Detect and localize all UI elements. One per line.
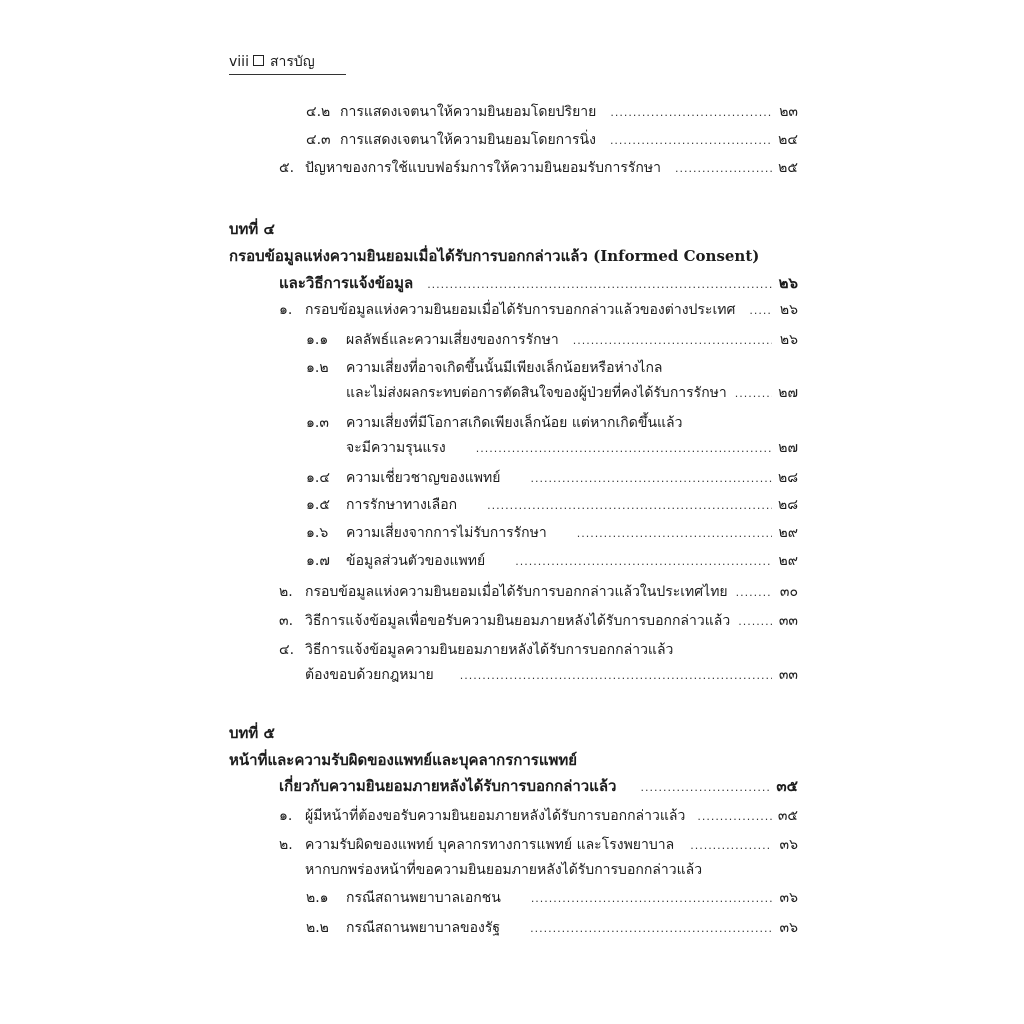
toc-entry[interactable] xyxy=(279,157,798,179)
entry-text-continued: ต้องขอบด้วยกฎหมาย xyxy=(305,667,434,683)
entry-number: ๑.๕ xyxy=(306,497,330,513)
toc-entry[interactable] xyxy=(279,272,798,294)
entry-number: ๑.๖ xyxy=(306,525,329,541)
entry-number: ๑.๓ xyxy=(306,415,329,431)
chapter-label: บทที่ ๕ xyxy=(229,724,275,742)
entry-number: ๑. xyxy=(279,808,293,824)
entry-page: ๒๖ xyxy=(779,332,798,348)
toc-entry-line1 xyxy=(306,412,798,434)
toc-entry[interactable] xyxy=(306,101,798,123)
leader-dots xyxy=(690,835,772,857)
entry-text: ข้อมูลส่วนตัวของแพทย์ xyxy=(346,553,486,569)
entry-number: ๔.๒ xyxy=(306,104,331,120)
entry-text: วิธีการแจ้งข้อมูลความยินยอมภายหลังได้รับการบอกกล่าวแล้ว xyxy=(305,642,674,658)
entry-number: ๒.๑ xyxy=(306,890,329,906)
entry-text: การแสดงเจตนาให้ความยินยอมโดยปริยาย xyxy=(340,104,597,120)
leader-dots xyxy=(460,665,772,687)
entry-number: ๔. xyxy=(279,642,295,658)
entry-page: ๓๕ xyxy=(776,777,798,795)
entry-page: ๒๙ xyxy=(778,553,798,569)
entry-number: ๑.๗ xyxy=(306,553,330,569)
chapter-title xyxy=(229,749,577,771)
entry-page: ๒๙ xyxy=(778,525,798,541)
entry-page: ๒๖ xyxy=(778,274,798,292)
entry-number: ๑.๒ xyxy=(306,360,329,376)
entry-page: ๒๕ xyxy=(778,160,798,176)
entry-text: การแสดงเจตนาให้ความยินยอมโดยการนิ่ง xyxy=(340,132,596,148)
toc-entry[interactable] xyxy=(279,610,798,632)
entry-page: ๓๕ xyxy=(777,808,798,824)
leader-dots xyxy=(531,888,772,910)
entry-text: ปัญหาของการใช้แบบฟอร์มการให้ความยินยอมรับการรักษา xyxy=(305,160,661,176)
toc-entry[interactable] xyxy=(306,129,798,151)
entry-text: กรณีสถานพยาบาลของรัฐ xyxy=(346,920,501,936)
chapter-title xyxy=(229,245,759,267)
leader-dots xyxy=(675,158,772,180)
toc-entry[interactable] xyxy=(306,887,798,909)
entry-page: ๓๖ xyxy=(779,837,798,853)
toc-entry[interactable] xyxy=(306,329,798,351)
toc-entry-line1 xyxy=(279,639,798,661)
leader-dots xyxy=(530,918,772,940)
leader-dots xyxy=(738,611,772,633)
toc-entry-line1 xyxy=(306,357,798,379)
entry-number: ๑. xyxy=(279,302,293,318)
entry-text: ความเชี่ยวชาญของแพทย์ xyxy=(346,470,501,486)
chapter-label: บทที่ ๔ xyxy=(229,220,275,238)
toc-entry[interactable] xyxy=(279,805,798,827)
leader-dots xyxy=(515,551,772,573)
entry-page: ๒๘ xyxy=(777,470,798,486)
toc-entry[interactable] xyxy=(306,522,798,544)
entry-text-continued: หากบกพร่องหน้าที่ขอความยินยอมภายหลังได้รับการบอกกล่าวแล้ว xyxy=(305,862,703,878)
header-title: สารบัญ xyxy=(269,54,315,70)
entry-text: ผลลัพธ์และความเสี่ยงของการรักษา xyxy=(346,332,559,348)
chapter-title-thai: หน้าที่และความรับผิดของแพทย์และบุคลากรการแพทย์ xyxy=(229,751,578,769)
toc-entry[interactable] xyxy=(279,775,798,797)
entry-page: ๓๐ xyxy=(779,584,798,600)
chapter-title-english: (Informed Consent) xyxy=(593,247,760,265)
chapter-title-line2: และวิธีการแจ้งข้อมูล xyxy=(279,274,414,292)
header-roman-page: viii xyxy=(229,54,249,70)
chapter-title-thai: กรอบข้อมูลแห่งความยินยอมเมื่อได้รับการบอกกล่าวแล้ว xyxy=(229,247,588,265)
toc-entry[interactable] xyxy=(305,664,798,686)
entry-page: ๒๗ xyxy=(778,440,798,456)
entry-page: ๒๔ xyxy=(778,132,798,148)
entry-page: ๓๖ xyxy=(779,920,798,936)
entry-number: ๒. xyxy=(279,584,293,600)
entry-number: ๑.๑ xyxy=(306,332,329,348)
entry-page: ๒๖ xyxy=(779,302,798,318)
entry-text-continued: จะมีความรุนแรง xyxy=(346,440,446,456)
leader-dots xyxy=(736,582,772,604)
entry-page: ๒๗ xyxy=(778,385,798,401)
entry-page: ๒๓ xyxy=(779,104,798,120)
toc-entry[interactable] xyxy=(279,299,798,321)
leader-dots xyxy=(476,438,772,460)
running-header xyxy=(229,52,346,75)
leader-dots xyxy=(427,274,772,296)
toc-entry[interactable] xyxy=(346,437,798,459)
entry-page: ๓๖ xyxy=(779,890,798,906)
entry-text: ความเสี่ยงที่อาจเกิดขึ้นนั้นมีเพียงเล็กน้อยหรือห่างไกล xyxy=(346,360,663,376)
entry-number: ๒. xyxy=(279,837,293,853)
leader-dots xyxy=(530,468,772,490)
entry-number: ๕. xyxy=(279,160,295,176)
entry-text: กรอบข้อมูลแห่งความยินยอมเมื่อได้รับการบอกกล่าวแล้วของต่างประเทศ xyxy=(305,302,736,318)
leader-dots xyxy=(749,300,772,322)
toc-entry[interactable] xyxy=(306,494,798,516)
entry-page: ๓๓ xyxy=(778,667,798,683)
entry-text: กรณีสถานพยาบาลเอกชน xyxy=(346,890,501,906)
toc-entry-line2 xyxy=(305,859,798,881)
entry-number: ๑.๔ xyxy=(306,470,330,486)
entry-number: ๒.๒ xyxy=(306,920,329,936)
entry-text: ความเสี่ยงจากการไม่รับการรักษา xyxy=(346,525,547,541)
leader-dots xyxy=(697,806,772,828)
checkbox-square-icon xyxy=(253,55,264,66)
leader-dots xyxy=(573,330,772,352)
entry-text: ความรับผิดของแพทย์ บุคลากรทางการแพทย์ และโรงพยาบาล xyxy=(305,837,675,853)
toc-entry[interactable] xyxy=(306,550,798,572)
entry-page: ๓๓ xyxy=(778,613,798,629)
entry-number: ๓. xyxy=(279,613,294,629)
leader-dots xyxy=(487,495,772,517)
leader-dots xyxy=(735,383,772,405)
toc-entry[interactable] xyxy=(279,581,798,603)
toc-entry[interactable] xyxy=(306,467,798,489)
entry-text: ความเสี่ยงที่มีโอกาสเกิดเพียงเล็กน้อย แต่หากเกิดขึ้นแล้ว xyxy=(346,415,683,431)
entry-number: ๔.๓ xyxy=(306,132,331,148)
chapter-title-line2: เกี่ยวกับความยินยอมภายหลังได้รับการบอกกล่าวแล้ว xyxy=(279,777,617,795)
entry-text: ผู้มีหน้าที่ต้องขอรับความยินยอมภายหลังได้รับการบอกกล่าวแล้ว xyxy=(305,808,686,824)
toc-entry[interactable] xyxy=(279,834,798,856)
entry-text: วิธีการแจ้งข้อมูลเพื่อขอรับความยินยอมภายหลังได้รับการบอกกล่าวแล้ว xyxy=(305,613,731,629)
toc-entry[interactable] xyxy=(306,917,798,939)
toc-entry[interactable] xyxy=(346,382,798,404)
leader-dots xyxy=(610,130,772,152)
entry-text: กรอบข้อมูลแห่งความยินยอมเมื่อได้รับการบอกกล่าวแล้วในประเทศไทย xyxy=(305,584,728,600)
leader-dots xyxy=(610,102,772,124)
leader-dots xyxy=(640,777,772,799)
entry-page: ๒๘ xyxy=(777,497,798,513)
entry-text-continued: และไม่ส่งผลกระทบต่อการตัดสินใจของผู้ป่วยที่คงได้รับการรักษา xyxy=(346,385,727,401)
leader-dots xyxy=(577,523,772,545)
entry-text: การรักษาทางเลือก xyxy=(346,497,458,513)
